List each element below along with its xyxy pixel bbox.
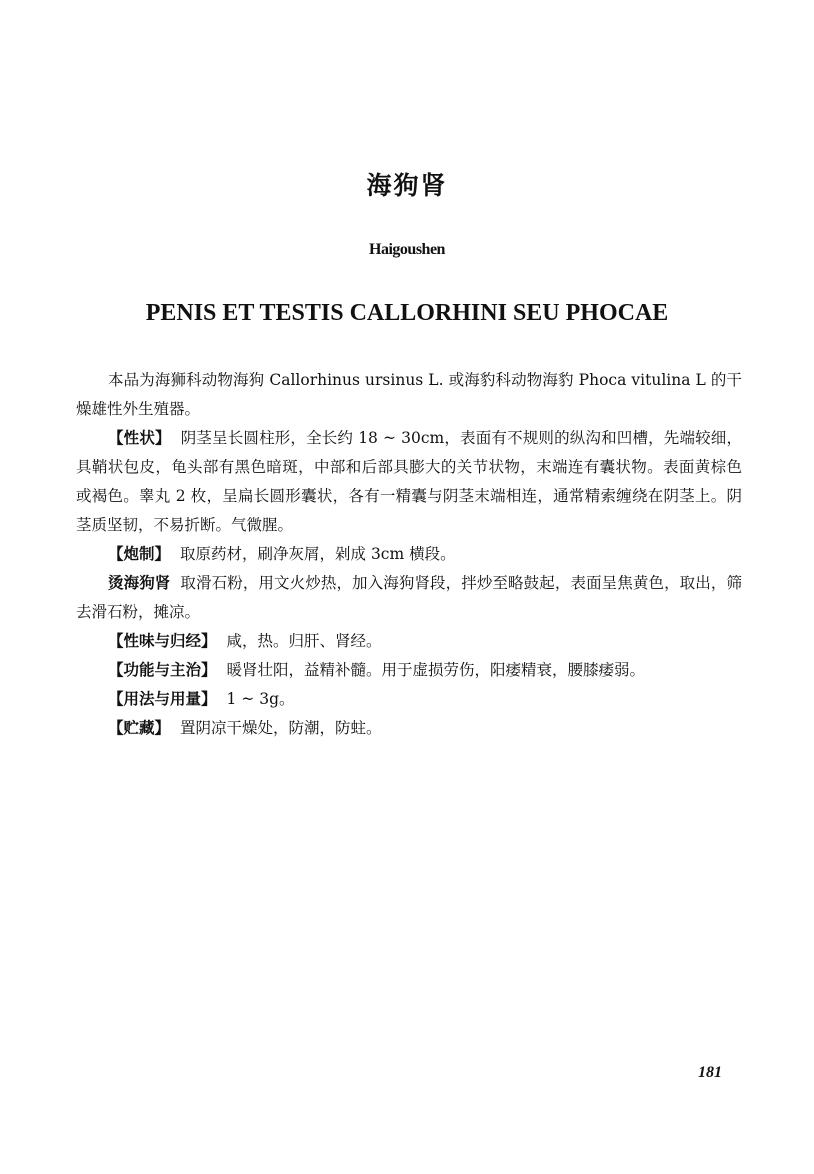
monograph-body [76, 366, 742, 743]
section-storage [76, 714, 742, 743]
section-text: 阴茎呈长圆柱形，全长约 18 ~ 30cm，表面有不规则的纵沟和凹槽，先端较细，具鞘状包皮，龟头部有黑色暗斑，中部和后部具膨大的关节状物，末端连有囊状物。表面黄棕色或褐色。睾丸 2 枚，呈扁长圆形囊状，各有一精囊与阴茎末端相连，通常精索缠绕在阴茎上。阴茎质坚韧，不易折断。气微腥。 [76, 429, 742, 534]
latin-name: PENIS ET TESTIS CALLORHINI SEU PHOCAE [145, 300, 669, 326]
page-number: 181 [698, 1064, 722, 1081]
section-heading: 【炮制】 [108, 545, 171, 563]
section-text: 置阴凉干燥处，防潮，防蛀。 [180, 719, 382, 737]
section-text: 1 ~ 3g。 [226, 690, 295, 708]
section-characteristics [76, 424, 742, 540]
section-heading: 【贮藏】 [108, 719, 171, 737]
section-text: 咸，热。归肝、肾经。 [226, 632, 382, 650]
page-title: 海狗肾 [366, 171, 448, 200]
section-processing [76, 540, 742, 569]
section-nature-meridian [76, 627, 742, 656]
section-heading: 【性味与归经】 [108, 632, 217, 650]
section-heading: 【用法与用量】 [108, 690, 217, 708]
section-function-indication [76, 656, 742, 685]
section-dosage [76, 685, 742, 714]
intro-paragraph: 本品为海狮科动物海狗 Callorhinus ursinus L. 或海豹科动物海豹 Phoca vitulina L 的干燥雄性外生殖器。 [76, 371, 742, 418]
section-text: 暖肾壮阳，益精补髓。用于虚损劳伤，阳痿精衰，腰膝痿弱。 [226, 661, 646, 679]
section-heading: 烫海狗肾 [108, 574, 171, 592]
section-text: 取原药材，刷净灰屑，剁成 3cm 横段。 [180, 545, 456, 563]
section-heading: 【性状】 [108, 429, 171, 447]
section-text: 取滑石粉，用文火炒热，加入海狗肾段，拌炒至略鼓起，表面呈焦黄色，取出，筛去滑石粉，摊凉。 [76, 574, 742, 621]
section-scalded-processing [76, 569, 742, 627]
section-heading: 【功能与主治】 [108, 661, 217, 679]
pinyin-name: Haigoushen [369, 241, 445, 258]
